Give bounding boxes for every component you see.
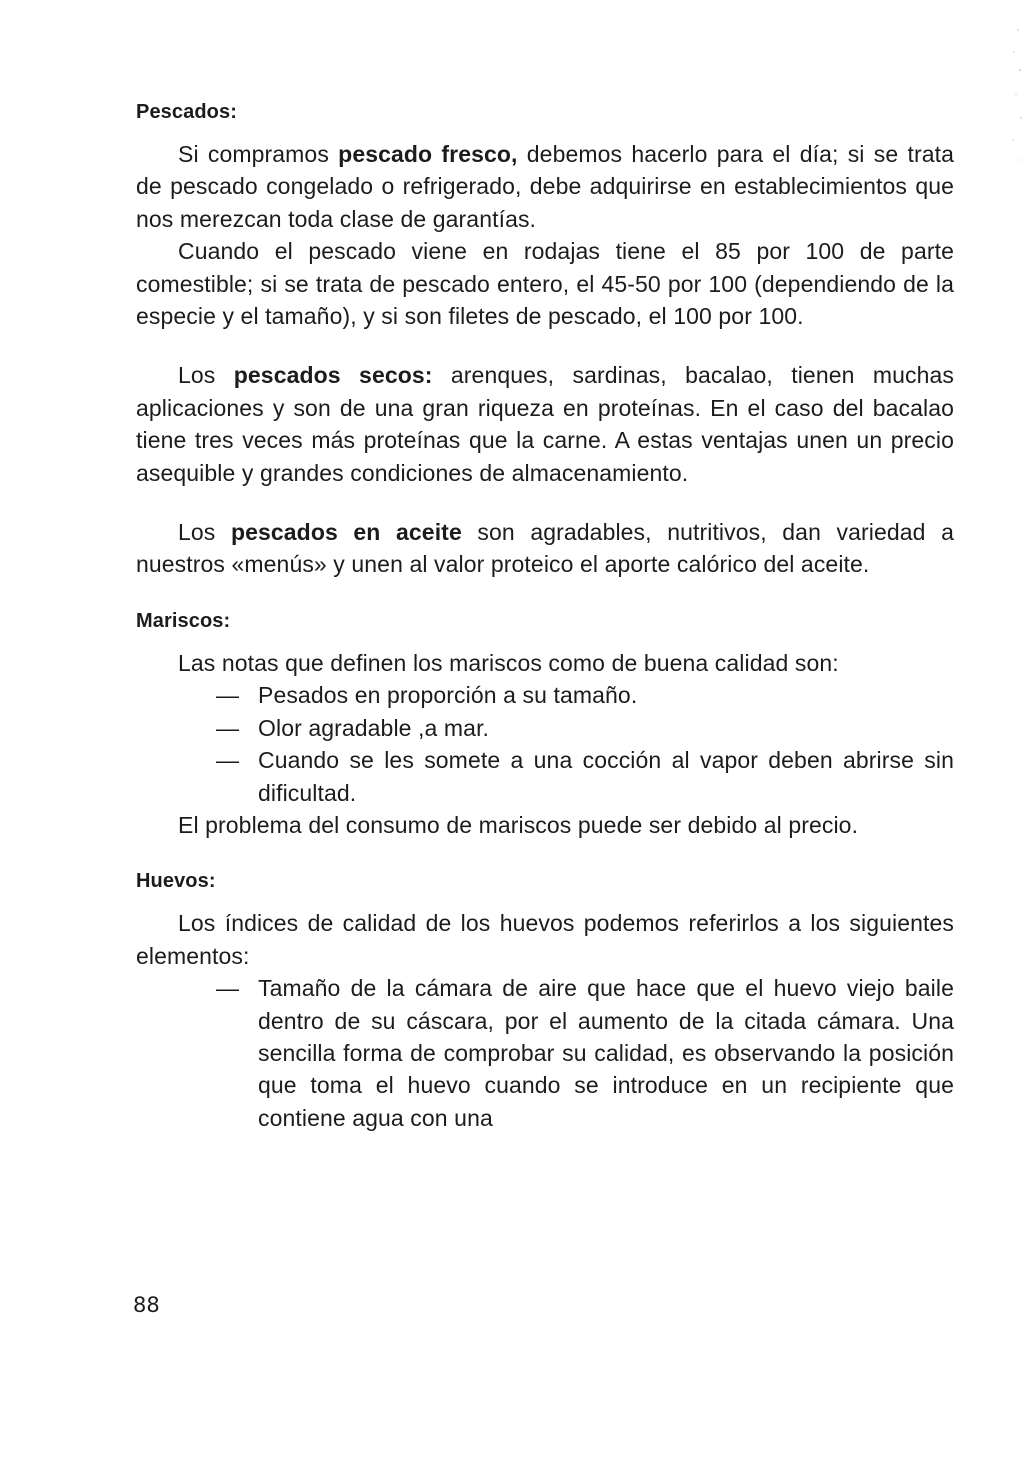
list-item [216,679,954,711]
list-item [216,744,954,809]
bold-term: pescados en aceite [230,519,462,546]
paragraph-pescado-fresco [136,138,954,235]
page-body [136,96,954,1134]
paragraph-pescados-secos [136,359,954,489]
heading-huevos: Huevos: [136,870,216,893]
list-item-text: Olor agradable ,a mar. [258,714,490,741]
list-item [216,972,954,1134]
paragraph-mariscos-intro: Las notas que definen los mariscos como de buena calidad son: [178,649,839,676]
dash-marker: — [216,714,240,741]
bold-term: pescados secos: [233,362,433,389]
dash-marker: — [216,975,240,1002]
bold-term: pescado fresco, [338,141,518,167]
list-item-text: Pesados en proporción a su tamaño. [258,682,638,709]
heading-mariscos: Mariscos: [136,609,231,632]
list-item-text: Cuando se les somete a una cocción al vapor deben abrirse sin dificultad. [258,747,954,806]
dash-marker: — [216,682,240,709]
scan-edge-specks [996,0,1024,200]
heading-pescados: Pescados: [136,101,237,123]
huevos-list [136,972,954,1134]
paragraph-huevos-intro: Los índices de calidad de los huevos podemos referirlos a los siguientes elementos: [136,910,954,969]
text-run: Si compramos [178,141,339,167]
paragraph-pescados-en-aceite [136,516,954,581]
text-run: son agradables, nutritivos, dan variedad a nuestros «menús» y unen al valor proteico el aporte calórico del aceite. [136,519,954,578]
paragraph-mariscos-precio: El problema del consumo de mariscos puede ser debido al precio. [178,811,859,838]
text-run: Los [178,519,231,546]
text-run: arenques, sardinas, bacalao, tienen muchas aplicaciones y son de una gran riqueza en proteínas. En el caso del bacalao tiene tres veces más proteínas que la carne. A estas ventajas unen un precio asequible y grandes condiciones de almacenamiento. [136,362,955,486]
dash-marker: — [216,747,240,774]
page-number: 88 [133,1293,160,1317]
text-run: Los [178,362,234,389]
list-item [216,712,954,744]
list-item-text: Tamaño de la cámara de aire que hace que el huevo viejo baile dentro de su cáscara, por el aumento de la citada cámara. Una sencilla forma de comprobar su calidad, es observando la posición que toma el huevo cuando se introduce en un recipiente que contiene agua con una [258,975,954,1131]
text-run: debemos hacerlo para el día; si se trata de pescado congelado o refrigerado, debe adquirirse en establecimientos que nos merezcan toda clase de garantías. [136,141,954,232]
paragraph-parte-comestible: Cuando el pescado viene en rodajas tiene el 85 por 100 de parte comestible; si se trata de pescado entero, el 45-50 por 100 (dependiendo de la especie y el tamaño), y si son filetes de pescado, el 100 por 100. [136,238,954,330]
mariscos-list [136,679,954,809]
